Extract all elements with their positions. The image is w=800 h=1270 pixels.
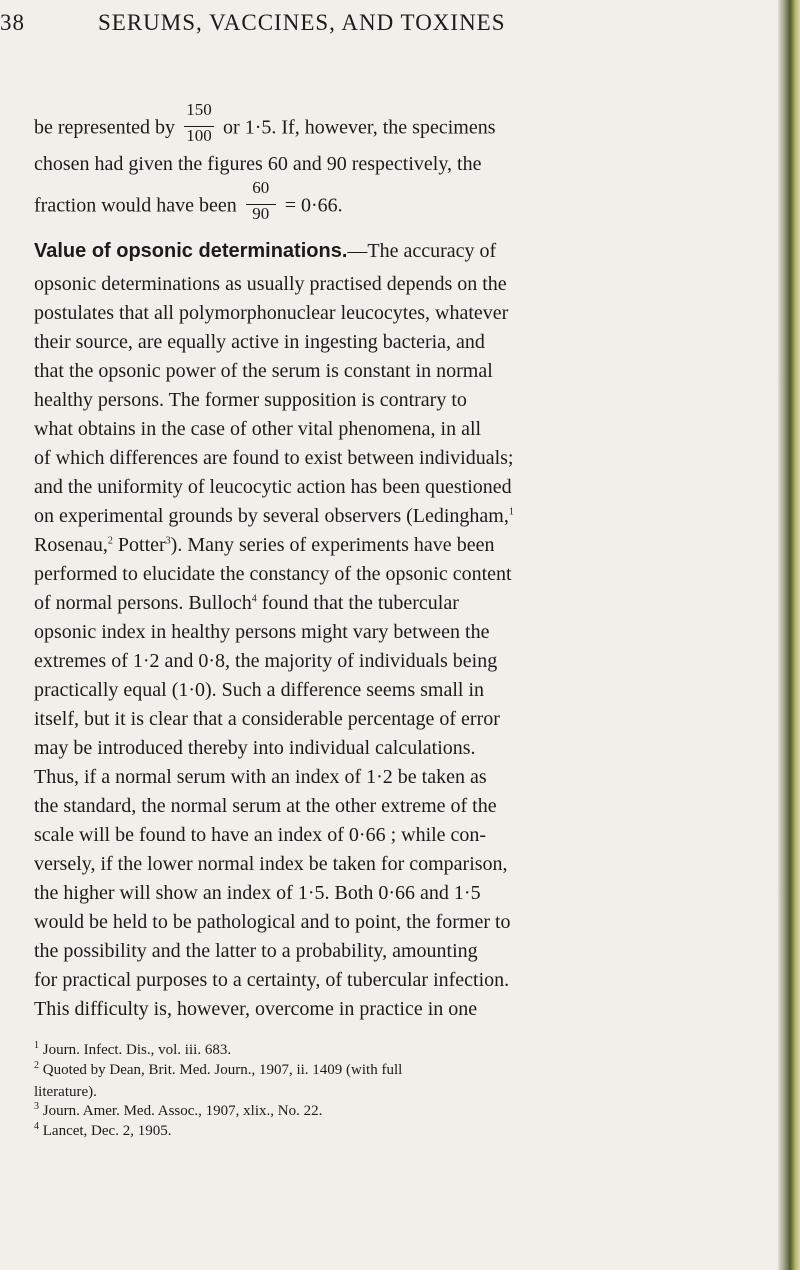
text-line: versely, if the lower normal index be taken for comparison, bbox=[34, 853, 508, 875]
text-line-1 bbox=[34, 100, 496, 145]
text-line: Thus, if a normal serum with an index of 1·2 be taken as bbox=[34, 766, 487, 788]
fraction-60-90 bbox=[246, 178, 276, 223]
observers-text: on experimental grounds by several observers (Ledingham, bbox=[34, 505, 509, 527]
text-line: would be held to be pathological and to point, the former to bbox=[34, 911, 511, 933]
footnote-text: Lancet, Dec. 2, 1905. bbox=[42, 1123, 172, 1139]
text-line: itself, but it is clear that a considerable percentage of error bbox=[34, 708, 500, 730]
section-heading-tail: —The accuracy of bbox=[347, 240, 497, 262]
text-line: performed to elucidate the constancy of the opsonic content bbox=[34, 563, 512, 585]
text-line-1-end: or 1·5. If, however, the specimens bbox=[218, 116, 496, 139]
text-line: practically equal (1·0). Such a difference seems small in bbox=[34, 679, 485, 701]
footnote-ref-3: 3 bbox=[165, 535, 171, 547]
fraction-denominator: 100 bbox=[184, 126, 214, 144]
footnote-mark: 1 bbox=[34, 1040, 39, 1051]
footnote-4 bbox=[34, 1123, 171, 1140]
observer-potter: Potter bbox=[112, 534, 166, 556]
text-line-2: chosen had given the figures 60 and 90 respectively, the bbox=[34, 153, 482, 175]
fraction-denominator: 90 bbox=[246, 204, 276, 222]
footnote-text: Journ. Amer. Med. Assoc., 1907, xlix., No. 22. bbox=[42, 1103, 323, 1119]
text-line: This difficulty is, however, overcome in practice in one bbox=[34, 998, 478, 1020]
text-line: scale will be found to have an index of 0·66 ; while con- bbox=[34, 824, 487, 846]
text-line: that the opsonic power of the serum is constant in normal bbox=[34, 360, 493, 382]
footnote-ref-1: 1 bbox=[508, 506, 514, 518]
text-line-bulloch bbox=[34, 592, 459, 615]
text-line: extremes of 1·2 and 0·8, the majority of individuals being bbox=[34, 650, 498, 672]
footnote-2 bbox=[34, 1062, 402, 1079]
text-line-3-end: = 0·66. bbox=[279, 194, 343, 217]
footnote-1 bbox=[34, 1042, 231, 1059]
footnote-text: Journ. Infect. Dis., vol. iii. 683. bbox=[42, 1042, 232, 1058]
text-line-ledingham bbox=[34, 505, 514, 528]
page-edge-strip bbox=[778, 0, 800, 1270]
text-line: what obtains in the case of other vital phenomena, in all bbox=[34, 418, 482, 440]
fraction-numerator: 150 bbox=[186, 100, 212, 119]
text-line: opsonic index in healthy persons might vary between the bbox=[34, 621, 490, 643]
footnote-ref-4: 4 bbox=[251, 593, 257, 605]
text-line: and the uniformity of leucocytic action has been questioned bbox=[34, 476, 512, 498]
footnote-text: Quoted by Dean, Brit. Med. Journ., 1907, ii. 1409 (with full bbox=[42, 1062, 403, 1078]
section-heading: Value of opsonic determinations. bbox=[34, 240, 348, 262]
text-line-3-start: fraction would have been bbox=[34, 194, 242, 217]
running-header bbox=[0, 10, 760, 42]
text-line: of which differences are found to exist between individuals; bbox=[34, 447, 514, 469]
bulloch-text-end: found that the tubercular bbox=[256, 592, 459, 614]
footnote-ref-2: 2 bbox=[107, 535, 113, 547]
text-line: opsonic determinations as usually practised depends on the bbox=[34, 273, 507, 295]
observer-rosenau: Rosenau, bbox=[34, 534, 108, 556]
text-line: for practical purposes to a certainty, of tubercular infection. bbox=[34, 969, 510, 991]
fraction-150-100 bbox=[184, 100, 214, 145]
text-line: may be introduced thereby into individual calculations. bbox=[34, 737, 476, 759]
page-number: 38 bbox=[0, 10, 25, 35]
text-line-3 bbox=[34, 178, 343, 223]
text-line: their source, are equally active in ingesting bacteria, and bbox=[34, 331, 485, 353]
text-line-1-start: be represented by bbox=[34, 116, 181, 139]
text-line: the possibility and the latter to a probability, amounting bbox=[34, 940, 478, 962]
footnote-mark: 3 bbox=[34, 1101, 39, 1112]
footnote-3 bbox=[34, 1103, 322, 1120]
text-line: healthy persons. The former supposition is contrary to bbox=[34, 389, 467, 411]
series-text: ). Many series of experiments have been bbox=[170, 534, 495, 556]
footnote-mark: 4 bbox=[34, 1121, 39, 1132]
bulloch-text: of normal persons. Bulloch bbox=[34, 592, 252, 614]
footnote-2-continued bbox=[34, 1084, 97, 1101]
text-line: the standard, the normal serum at the other extreme of the bbox=[34, 795, 497, 817]
text-line: postulates that all polymorphonuclear leucocytes, whatever bbox=[34, 302, 509, 324]
footnote-mark: 2 bbox=[34, 1060, 39, 1071]
text-line-rosenau-potter bbox=[34, 534, 494, 557]
section-heading-line bbox=[34, 240, 496, 263]
text-line: the higher will show an index of 1·5. Both 0·66 and 1·5 bbox=[34, 882, 481, 904]
fraction-numerator: 60 bbox=[252, 178, 270, 197]
running-title: SERUMS, VACCINES, AND TOXINES bbox=[98, 10, 506, 35]
footnote-text: literature). bbox=[34, 1084, 97, 1100]
